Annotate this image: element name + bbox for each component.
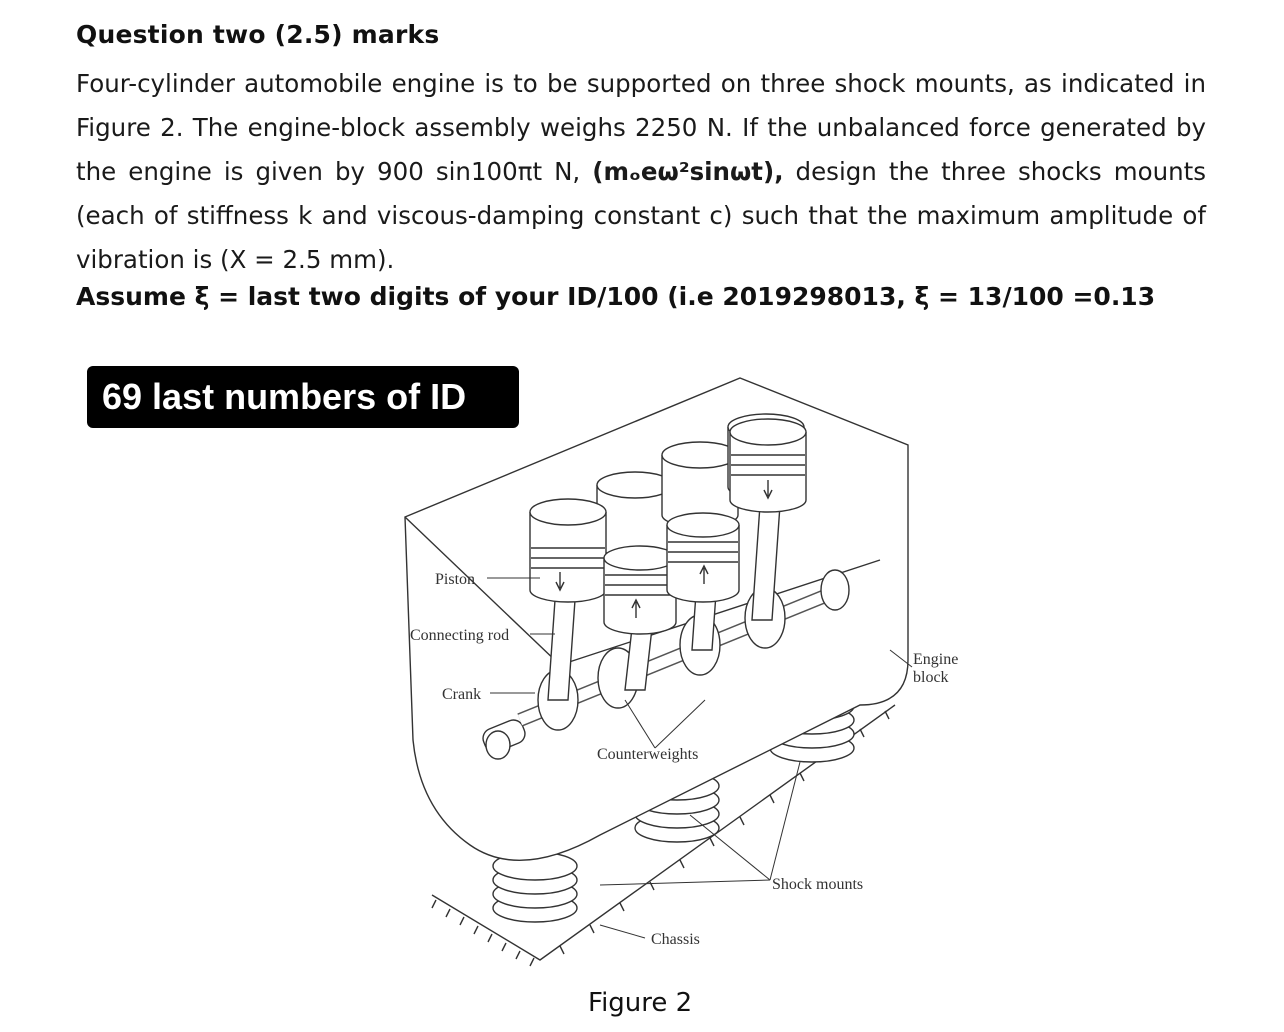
figure-caption: Figure 2 <box>588 988 693 1018</box>
label-counterweights: Counterweights <box>597 746 699 763</box>
piston-4 <box>730 419 806 512</box>
id-badge: 69 last numbers of ID <box>87 366 519 428</box>
force-formula: (mₒeω²sinωt), <box>592 157 784 186</box>
question-text-part-1: Four-cylinder automobile engine is to be supported on three shock mounts, as indicated in Figure 2. The engine-block assembly weighs 2250 N. If the unbalanced force generated by the engine is given by 900 sin100πt N, <box>76 69 1206 186</box>
piston-2 <box>604 546 676 634</box>
label-engine-block-line1: Engine <box>913 651 959 668</box>
question-text-part-2: design the three shocks mounts (each of stiffness k and viscous-damping constant c) such that the maximum amplitude of vibration is (X = 2.5 mm). <box>76 157 1206 274</box>
shock-mount-left <box>493 852 577 922</box>
label-chassis: Chassis <box>651 931 700 948</box>
label-connecting-rod: Connecting rod <box>410 627 510 644</box>
assumption-line: Assume ξ = last two digits of your ID/100 (i.e 2019298013, ξ = 13/100 =0.13 <box>76 282 1156 311</box>
label-piston: Piston <box>435 571 476 588</box>
label-engine-block-line2: block <box>913 669 949 686</box>
piston-1 <box>530 499 606 602</box>
question-title: Question two (2.5) marks <box>76 20 440 49</box>
label-shock-mounts: Shock mounts <box>772 876 864 893</box>
label-crank: Crank <box>442 686 482 703</box>
piston-3 <box>667 513 739 602</box>
